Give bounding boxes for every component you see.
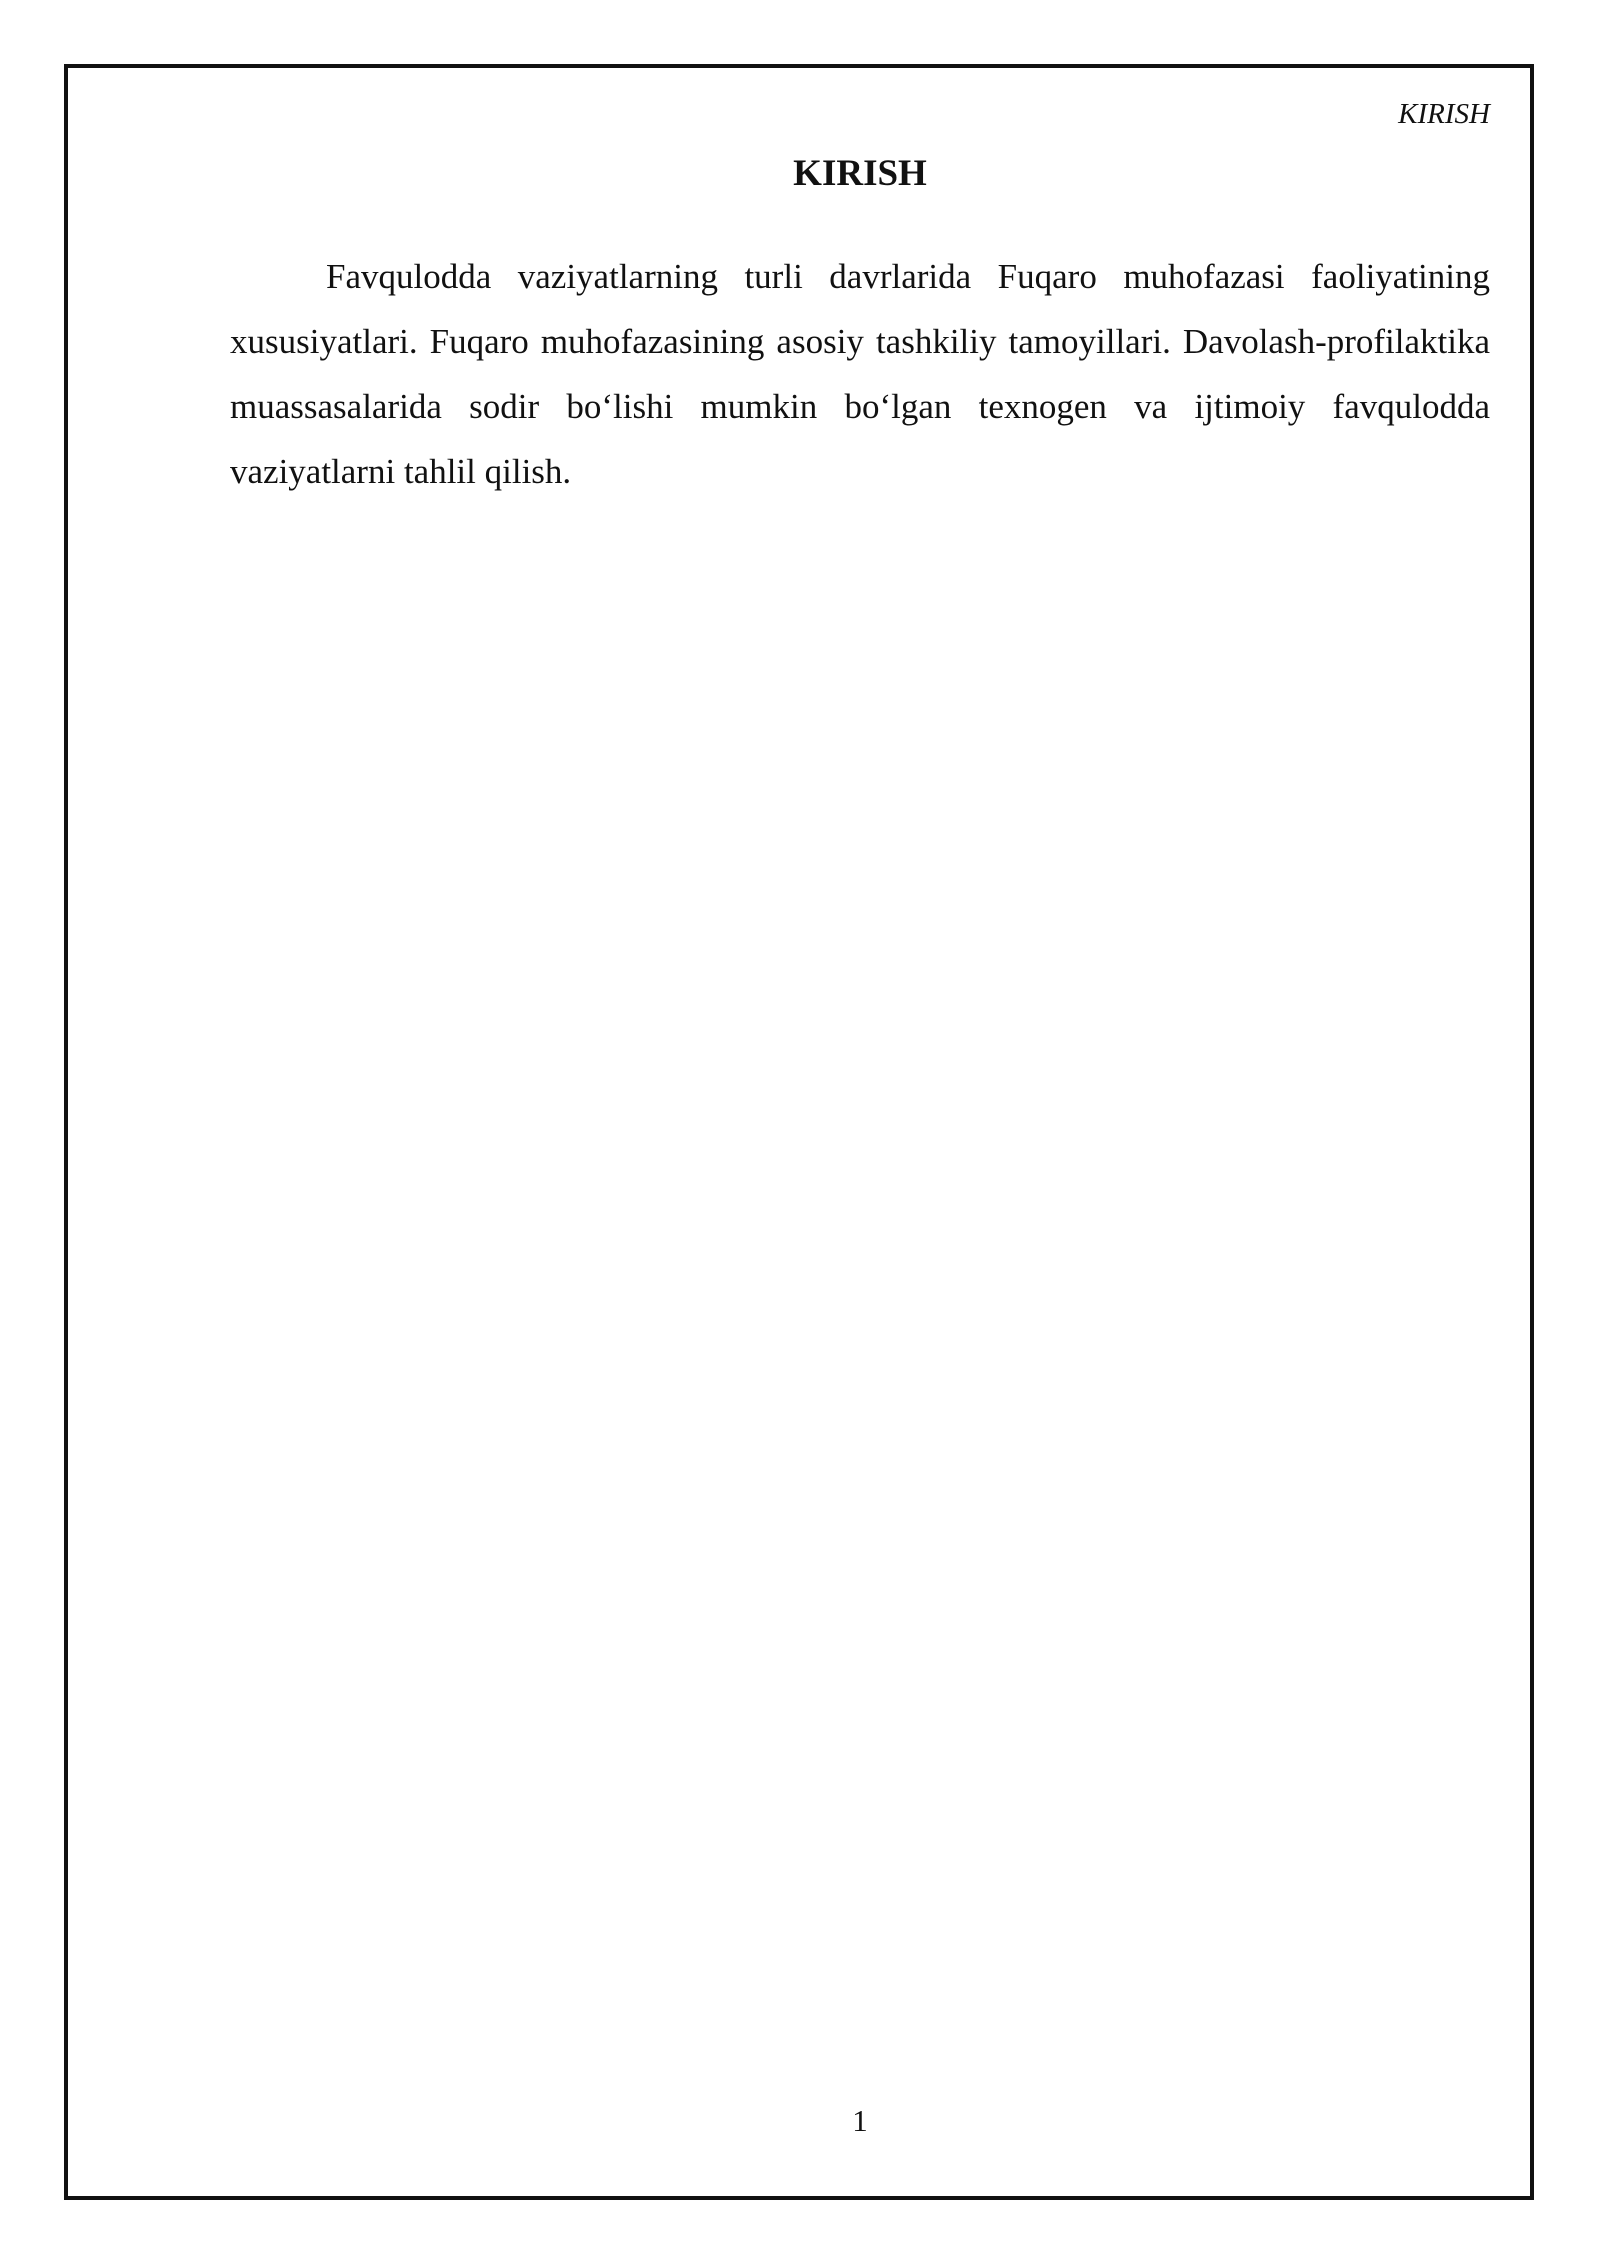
- body-paragraph: Favqulodda vaziyatlarning turli davrlarida Fuqaro muhofazasi faoliyatining xususiyatlari. Fuqaro muhofazasining asosiy tashkiliy tamoyillari. Davolash-profilaktika muassasalarida sodir bo‘lishi mumkin bo‘lgan texnogen va ijtimoiy favqulodda vaziyatlarni tahlil qilish.: [230, 257, 1490, 491]
- section-title: KIRISH: [793, 153, 927, 194]
- running-header: KIRISH: [1398, 98, 1490, 130]
- page-number: 1: [852, 2103, 868, 2138]
